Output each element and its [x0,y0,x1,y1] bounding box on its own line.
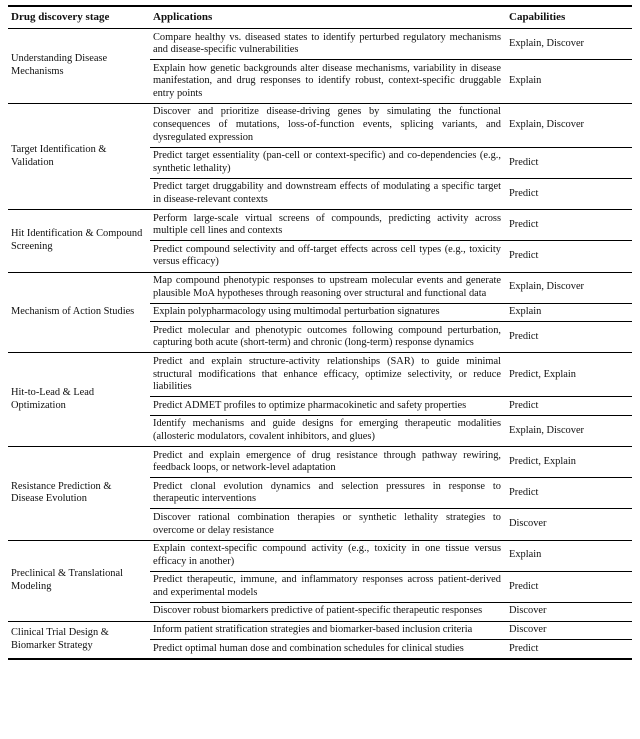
application-cell: Predict ADMET profiles to optimize pharmacokinetic and safety properties [150,397,506,416]
application-cell: Discover and prioritize disease-driving genes by simulating the functional consequences of mutations, loss-of-function events, splicing variants, and dysregulated expression [150,103,506,147]
table-row [8,210,632,241]
stage-cell: Hit Identification & Compound Screening [8,210,150,272]
column-header-capabilities: Capabilities [506,6,632,29]
table-row [8,272,632,303]
capabilities-cell: Predict [506,478,632,509]
application-cell: Predict and explain structure-activity relationships (SAR) to guide minimal structural modifications that enhance efficacy, optimize selectivity, or reduce liabilities [150,353,506,397]
capabilities-cell: Explain [506,540,632,571]
application-cell: Map compound phenotypic responses to upstream molecular events and generate plausible MoA hypotheses through reasoning over structural and functional data [150,272,506,303]
application-cell: Predict and explain emergence of drug resistance through pathway rewiring, feedback loops, or network-level adaptation [150,447,506,478]
stage-cell: Preclinical & Translational Modeling [8,540,150,621]
stage-cell: Hit-to-Lead & Lead Optimization [8,353,150,447]
table-row [8,353,632,397]
application-cell: Predict optimal human dose and combination schedules for clinical studies [150,640,506,659]
application-cell: Explain context-specific compound activity (e.g., toxicity in one tissue versus efficacy in another) [150,540,506,571]
application-cell: Compare healthy vs. diseased states to identify perturbed regulatory mechanisms and disease-specific vulnerabilities [150,29,506,60]
application-cell: Explain how genetic backgrounds alter disease mechanisms, variability in disease manifestation, and drug responses to identify robust, context-specific druggable entry points [150,60,506,104]
capabilities-cell: Explain, Discover [506,103,632,147]
table-body [8,29,632,659]
capabilities-cell: Explain, Discover [506,272,632,303]
application-cell: Predict target druggability and downstream effects of modulating a specific target in disease-relevant contexts [150,178,506,209]
capabilities-cell: Predict, Explain [506,447,632,478]
application-cell: Discover robust biomarkers predictive of patient-specific therapeutic responses [150,602,506,621]
application-cell: Predict therapeutic, immune, and inflammatory responses across patient-derived and experimental models [150,571,506,602]
capabilities-cell: Predict [506,322,632,353]
table-row [8,447,632,478]
capabilities-cell: Predict [506,178,632,209]
capabilities-cell: Discover [506,509,632,540]
stage-cell: Understanding Disease Mechanisms [8,29,150,104]
application-cell: Identify mechanisms and guide designs for emerging therapeutic modalities (allosteric modulators, covalent inhibitors, and glues) [150,415,506,446]
capabilities-cell: Explain [506,303,632,322]
application-cell: Inform patient stratification strategies and biomarker-based inclusion criteria [150,621,506,640]
stage-cell: Target Identification & Validation [8,103,150,209]
application-cell: Predict molecular and phenotypic outcomes following compound perturbation, capturing both acute (short-term) and chronic (long-term) response dynamics [150,322,506,353]
capabilities-cell: Predict [506,241,632,272]
drug-discovery-table [8,5,632,660]
table-row [8,621,632,640]
table-row [8,540,632,571]
capabilities-cell: Explain [506,60,632,104]
capabilities-cell: Discover [506,621,632,640]
column-header-stage: Drug discovery stage [8,6,150,29]
stage-cell: Resistance Prediction & Disease Evolution [8,447,150,541]
capabilities-cell: Explain, Discover [506,415,632,446]
capabilities-cell: Predict, Explain [506,353,632,397]
stage-cell: Clinical Trial Design & Biomarker Strategy [8,621,150,659]
application-cell: Predict target essentiality (pan-cell or context-specific) and co-dependencies (e.g., synthetic lethality) [150,147,506,178]
header-row [8,6,632,29]
application-cell: Predict clonal evolution dynamics and selection pressures in response to therapeutic interventions [150,478,506,509]
application-cell: Explain polypharmacology using multimodal perturbation signatures [150,303,506,322]
application-cell: Discover rational combination therapies or synthetic lethality strategies to overcome or delay resistance [150,509,506,540]
capabilities-cell: Discover [506,602,632,621]
column-header-applications: Applications [150,6,506,29]
table-header [8,6,632,29]
capabilities-cell: Predict [506,210,632,241]
capabilities-cell: Predict [506,640,632,659]
table-row [8,103,632,147]
application-cell: Perform large-scale virtual screens of compounds, predicting activity across multiple cell lines and contexts [150,210,506,241]
application-cell: Predict compound selectivity and off-target effects across cell types (e.g., toxicity versus efficacy) [150,241,506,272]
capabilities-cell: Predict [506,571,632,602]
capabilities-cell: Predict [506,397,632,416]
capabilities-cell: Explain, Discover [506,29,632,60]
stage-cell: Mechanism of Action Studies [8,272,150,353]
table-row [8,29,632,60]
capabilities-cell: Predict [506,147,632,178]
